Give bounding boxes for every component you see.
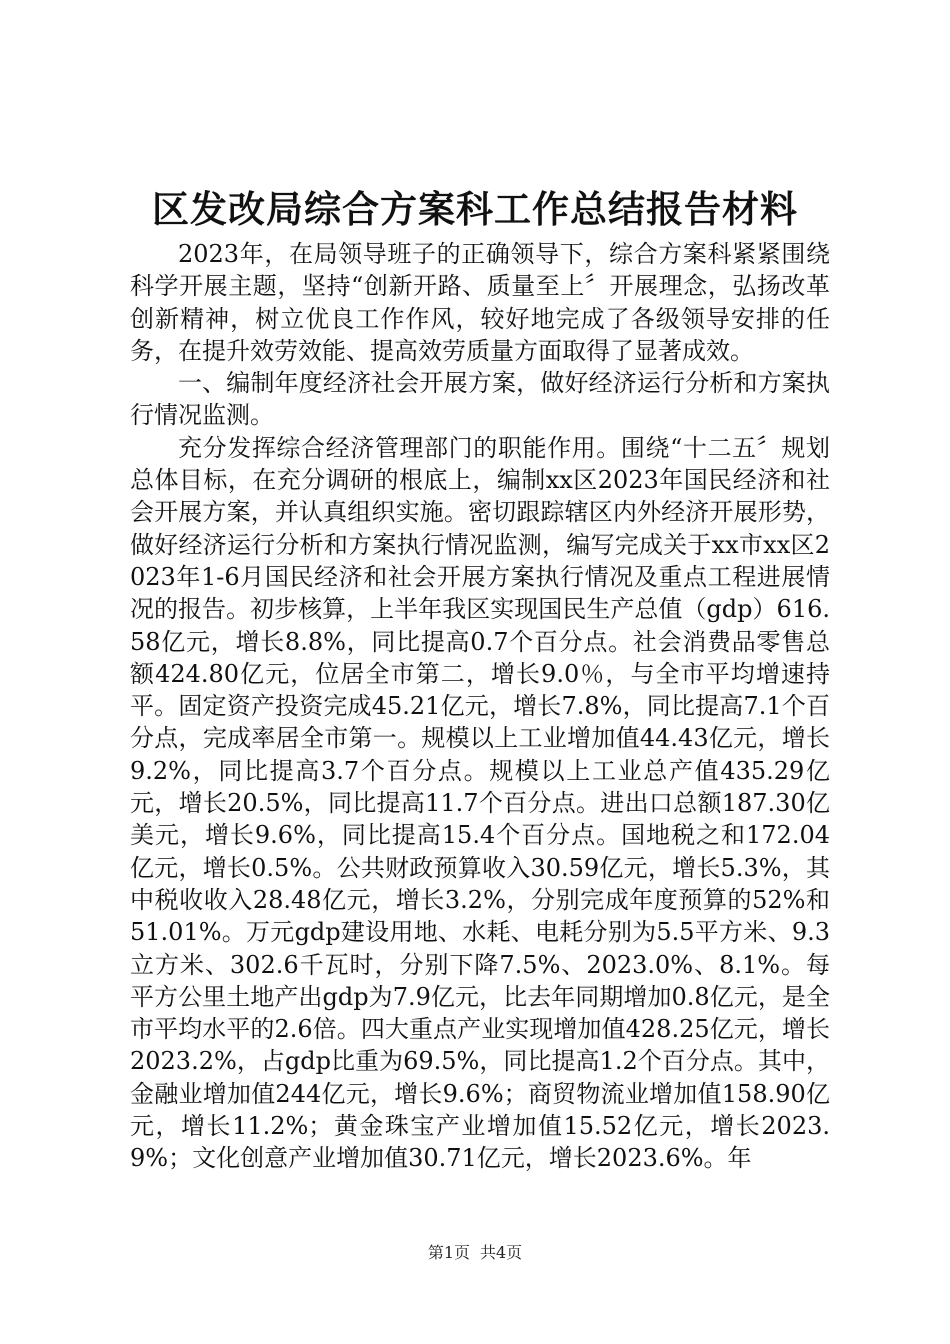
page-footer <box>0 1243 950 1263</box>
paragraph-intro: 2023年，在局领导班子的正确领导下，综合方案科紧紧围绕科学开展主题，坚持“创新开路、质量至上〞开展理念，弘扬改革创新精神，树立优良工作作风，较好地完成了各级领导安排的任务，在提升效劳效能、提高效劳质量方面取得了显著成效。 <box>130 240 830 365</box>
paragraph-section-heading: 一、编制年度经济社会开展方案，做好经济运行分析和方案执行情况监测。 <box>130 369 830 430</box>
document-title: 区发改局综合方案科工作总结报告材料 <box>152 187 798 231</box>
page-number: 第1页 <box>427 1243 470 1262</box>
page-total: 共4页 <box>480 1243 523 1262</box>
document-body <box>130 238 830 1175</box>
paragraph-economic-analysis: 充分发挥综合经济管理部门的职能作用。围绕“十二五〞规划总体目标，在充分调研的根底上，编制xx区2023年国民经济和社会开展方案，并认真组织实施。密切跟踪辖区内外经济开展形势，做好经济运行分析和方案执行情况监测，编写完成关于xx市xx区2023年1-6月国民经济和社会开展方案执行情况及重点工程进展情况的报告。初步核算，上半年我区实现国民生产总值（gdp）616.58亿元，增长8.8%，同比提高0.7个百分点。社会消费品零售总额424.80亿元，位居全市第二，增长9.0％，与全市平均增速持平。固定资产投资完成45.21亿元，增长7.8%，同比提高7.1个百分点，完成率居全市第一。规模以上工业增加值44.43亿元，增长9.2%，同比提高3.7个百分点。规模以上工业总产值435.29亿元，增长20.5%，同比提高11.7个百分点。进出口总额187.30亿美元，增长9.6%，同比提高15.4个百分点。国地税之和172.04亿元，增长0.5%。公共财政预算收入30.59亿元，增长5.3%，其中税收收入28.48亿元，增长3.2%，分别完成年度预算的52%和51.01%。万元gdp建设用地、水耗、电耗分别为5.5平方米、9.3立方米、302.6千瓦时，分别下降7.5%、2023.0%、8.1%。每平方公里土地产出gdp为7.9亿元，比去年同期增加0.8亿元，是全市平均水平的2.6倍。四大重点产业实现增加值428.25亿元，增长2023.2%，占gdp比重为69.5%，同比提高1.2个百分点。其中，金融业增加值244亿元，增长9.6%；商贸物流业增加值158.90亿元，增长11.2%；黄金珠宝产业增加值15.52亿元，增长2023.9%；文化创意产业增加值30.71亿元，增长2023.6%。年 <box>130 433 830 1173</box>
